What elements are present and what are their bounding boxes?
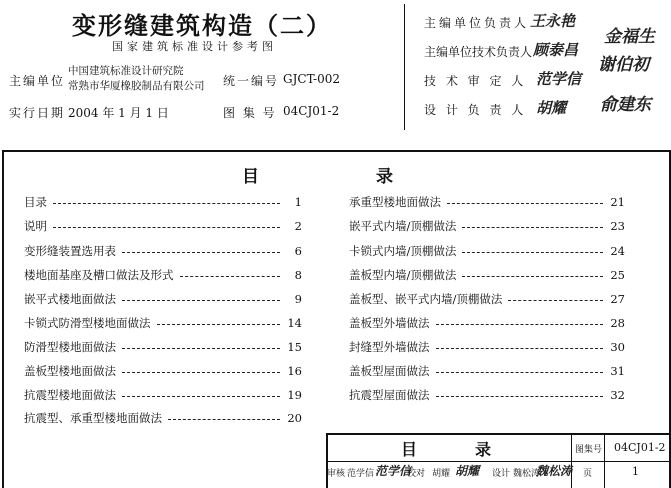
toc-entry-title: 防滑型楼地面做法	[24, 340, 116, 354]
toc-entry-title: 卡锁式防滑型楼地面做法	[24, 316, 151, 330]
toc-leader	[436, 372, 604, 373]
toc-entry-title: 楼地面基座及槽口做法及形式	[24, 268, 174, 282]
editor-org-1: 中国建筑标准设计研究院	[68, 65, 184, 77]
toc-entry-page: 15	[287, 340, 302, 354]
toc-entry[interactable]	[24, 410, 302, 426]
toc-entry[interactable]	[349, 243, 625, 259]
toc-entry-title: 盖板型楼地面做法	[24, 364, 116, 378]
toc-leader	[447, 203, 603, 204]
toc-entry-title: 说明	[24, 219, 47, 233]
tb-review-label: 审核	[327, 469, 346, 479]
tb-check-name: 胡耀	[432, 469, 451, 479]
atlas-label: 图 集 号	[223, 106, 277, 120]
toc-entry[interactable]	[349, 339, 625, 355]
toc-entry-title: 抗震型楼地面做法	[24, 388, 116, 402]
tb-review-name: 范学信	[347, 469, 375, 479]
toc-entry-title: 嵌平式内墙/顶棚做法	[349, 219, 457, 233]
resp-signature-1: 王永艳	[530, 12, 576, 30]
toc-leader	[122, 348, 280, 349]
tb-design-signature: 魏松涛	[536, 464, 573, 478]
toc-leader	[122, 252, 280, 253]
toc-entry-page: 23	[610, 219, 625, 233]
toc-leader	[122, 372, 280, 373]
tb-col-divider-2	[604, 433, 605, 488]
toc-entry[interactable]	[24, 363, 302, 379]
date-label: 实行日期	[9, 106, 66, 120]
toc-entry[interactable]	[24, 291, 302, 307]
tb-design-name: 魏松涛	[513, 469, 541, 479]
toc-entry[interactable]	[24, 267, 302, 283]
tb-atlas-label: 图集号	[575, 445, 603, 455]
date-value: 2004 年 1 月 1 日	[68, 106, 169, 120]
tb-col-divider	[571, 433, 572, 488]
toc-entry[interactable]	[349, 291, 625, 307]
toc-leader	[180, 276, 281, 277]
toc-entry[interactable]	[24, 194, 302, 210]
resp-label-1: 主编单位负责人	[424, 16, 530, 30]
toc-entry-title: 承重型楼地面做法	[349, 195, 441, 209]
resp-signature-2b: 谢伯初	[598, 55, 649, 75]
toc-entry-title: 抗震型、承重型楼地面做法	[24, 411, 162, 425]
toc-entry-title: 盖板型屋面做法	[349, 364, 430, 378]
tb-page-label: 页	[583, 469, 593, 479]
toc-entry[interactable]	[349, 194, 625, 210]
resp-signature-4: 胡耀	[536, 99, 567, 117]
tb-name-right: 录	[475, 440, 492, 459]
toc-entry-title: 盖板型、嵌平式内墙/顶棚做法	[349, 292, 503, 306]
toc-entry-page: 25	[610, 268, 625, 282]
resp-label-3: 技 术 审 定 人	[424, 74, 527, 88]
toc-entry[interactable]	[349, 387, 625, 403]
toc-entry[interactable]	[349, 267, 625, 283]
frame-left	[2, 150, 4, 488]
toc-entry-title: 盖板型内墙/顶棚做法	[349, 268, 457, 282]
toc-entry[interactable]	[24, 218, 302, 234]
toc-leader	[508, 300, 603, 301]
toc-entry-title: 卡锁式内墙/顶棚做法	[349, 244, 457, 258]
tb-page-value: 1	[632, 465, 639, 478]
toc-leader	[53, 227, 280, 228]
toc-leader	[157, 324, 281, 325]
toc-entry[interactable]	[24, 315, 302, 331]
serial-value: GJCT-002	[283, 72, 340, 86]
toc-entry-page: 8	[294, 268, 302, 282]
toc-leader	[122, 300, 280, 301]
toc-entry[interactable]	[24, 243, 302, 259]
resp-label-4: 设 计 负 责 人	[424, 103, 527, 117]
toc-entry-page: 30	[610, 340, 625, 354]
toc-entry-title: 盖板型外墙做法	[349, 316, 430, 330]
toc-leader	[436, 348, 604, 349]
toc-entry-title: 目录	[24, 195, 47, 209]
toc-entry-page: 1	[294, 195, 302, 209]
resp-label-2: 主编单位技术负责人	[424, 45, 533, 59]
atlas-subtitle: 国家建筑标准设计参考图	[112, 40, 277, 53]
toc-heading-right: 录	[376, 167, 393, 187]
toc-leader	[462, 227, 603, 228]
toc-entry-page: 19	[287, 388, 302, 402]
toc-entry-page: 24	[610, 244, 625, 258]
frame-top	[2, 150, 671, 152]
toc-leader	[436, 396, 604, 397]
toc-entry-page: 31	[610, 364, 625, 378]
toc-heading-left: 目	[242, 167, 259, 187]
editor-label: 主编单位	[9, 74, 66, 88]
editor-org-2: 常熟市华厦橡胶制品有限公司	[68, 80, 205, 92]
toc-entry-page: 2	[294, 219, 302, 233]
resp-signature-3: 范学信	[536, 70, 582, 88]
tb-top-border	[326, 433, 671, 435]
toc-entry-page: 28	[610, 316, 625, 330]
toc-entry-title: 嵌平式楼地面做法	[24, 292, 116, 306]
resp-signature-2: 顾泰昌	[533, 41, 579, 59]
toc-entry[interactable]	[349, 218, 625, 234]
toc-entry-page: 27	[610, 292, 625, 306]
toc-entry-page: 9	[294, 292, 302, 306]
tb-check-label: 校对	[407, 469, 426, 479]
serial-label: 统一编号	[223, 74, 280, 88]
toc-entry[interactable]	[349, 315, 625, 331]
toc-entry-page: 32	[610, 388, 625, 402]
toc-entry-title: 封缝型外墙做法	[349, 340, 430, 354]
tb-design-label: 设计	[492, 469, 511, 479]
header-divider	[404, 4, 405, 130]
resp-signature-4b: 俞建东	[600, 95, 651, 115]
toc-entry-title: 变形缝装置选用表	[24, 244, 116, 258]
atlas-value: 04CJ01-2	[283, 104, 340, 118]
tb-review-signature: 范学信	[375, 464, 412, 478]
toc-leader	[122, 396, 280, 397]
toc-entry[interactable]	[24, 387, 302, 403]
atlas-title: 变形缝建筑构造（二）	[72, 12, 332, 40]
toc-leader	[53, 203, 280, 204]
toc-leader	[436, 324, 604, 325]
tb-atlas-value: 04CJ01-2	[614, 441, 666, 454]
toc-entry-page: 16	[287, 364, 302, 378]
resp-signature-1b: 金福生	[604, 27, 655, 47]
toc-entry[interactable]	[24, 339, 302, 355]
toc-leader	[462, 252, 603, 253]
toc-entry-page: 20	[287, 411, 302, 425]
toc-entry-page: 14	[287, 316, 302, 330]
tb-name-left: 目	[401, 440, 418, 459]
toc-entry-page: 6	[294, 244, 302, 258]
tb-check-signature: 胡耀	[455, 464, 480, 478]
toc-entry-page: 21	[610, 195, 625, 209]
toc-leader	[462, 276, 603, 277]
toc-leader	[168, 419, 280, 420]
toc-entry[interactable]	[349, 363, 625, 379]
toc-entry-title: 抗震型屋面做法	[349, 388, 430, 402]
